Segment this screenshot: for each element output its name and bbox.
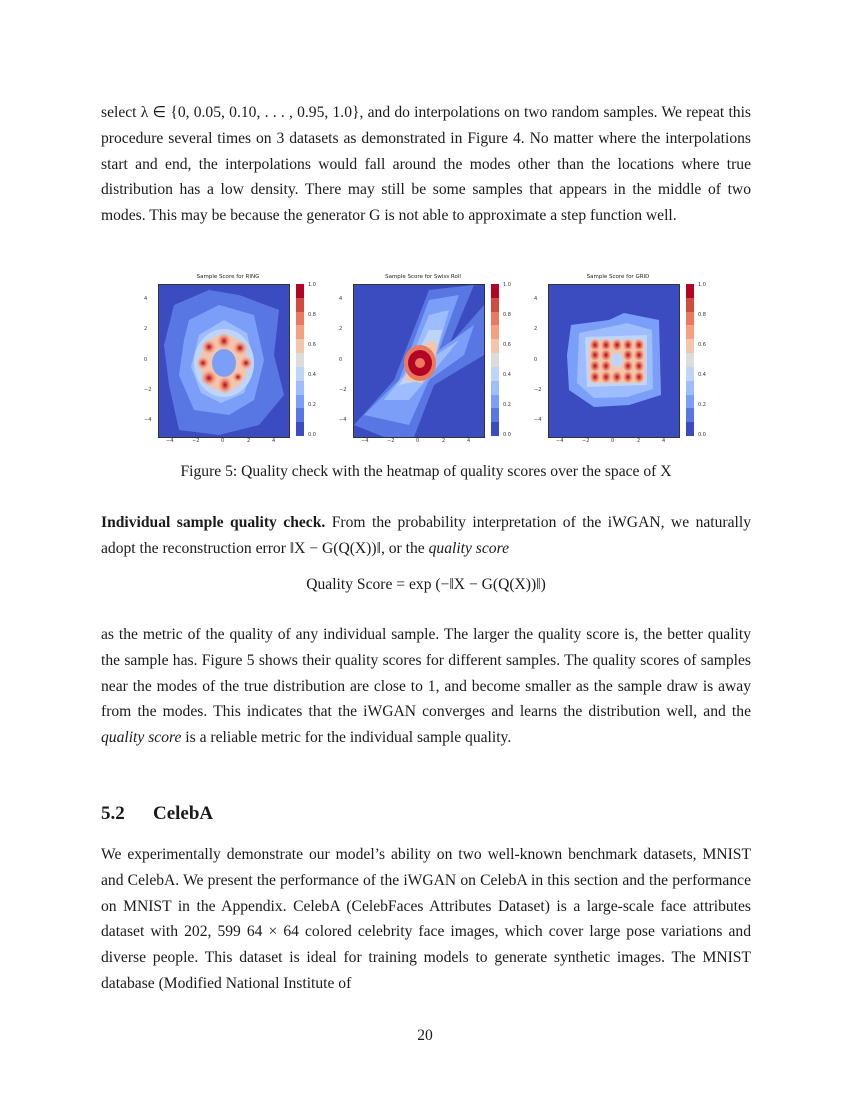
figure-5: [140, 270, 720, 455]
x-tick: −4: [166, 438, 174, 444]
celeba-block: [101, 842, 751, 997]
colorbar-tick: 0.8: [308, 312, 316, 318]
heatmap-plot-area: [548, 284, 680, 438]
x-tick: 0: [611, 438, 615, 444]
y-tick: 4: [534, 296, 538, 302]
x-tick: 4: [272, 438, 276, 444]
figure-caption: Figure 5: Quality check with the heatmap of quality scores over the space of X: [180, 463, 672, 480]
x-tick: −2: [387, 438, 395, 444]
y-tick: −4: [534, 417, 542, 423]
quality-check-block: [101, 510, 751, 608]
section-heading: [101, 803, 213, 825]
colorbar-tick: 0.0: [698, 432, 706, 438]
x-tick: −4: [556, 438, 564, 444]
colorbar-tick: 0.6: [698, 342, 706, 348]
chart-title: Sample Score for GRID: [586, 274, 650, 280]
x-tick: 2: [442, 438, 446, 444]
y-tick: 2: [144, 326, 148, 332]
y-tick: −2: [144, 387, 152, 393]
section-title: CelebA: [153, 803, 214, 824]
colorbar-tick: 1.0: [503, 282, 511, 288]
colorbar-tick: 0.6: [503, 342, 511, 348]
paragraph-heading: Individual sample quality check.: [101, 514, 326, 531]
heatmap-ring: [140, 270, 330, 455]
x-tick: 4: [662, 438, 666, 444]
quality-check-paragraph: [101, 510, 751, 562]
colorbar-tick: 0.8: [698, 312, 706, 318]
x-tick: −4: [361, 438, 369, 444]
y-tick: 0: [534, 357, 538, 363]
y-tick: −4: [339, 417, 347, 423]
emphasis-text: quality score: [428, 539, 509, 557]
x-tick: 2: [247, 438, 251, 444]
chart-title: Sample Score for Swiss Roll: [385, 274, 461, 280]
y-tick: −4: [144, 417, 152, 423]
colorbar-tick: 0.6: [308, 342, 316, 348]
y-tick: 0: [144, 357, 148, 363]
colorbar-tick: 0.4: [503, 372, 511, 378]
intro-paragraph-block: [101, 100, 751, 229]
quality-score-equation: Quality Score = exp (−‖X − G(Q(X))‖): [306, 575, 546, 593]
colorbar-tick: 0.2: [698, 402, 706, 408]
paragraph-text: From the probability interpretation of the iWGAN, we naturally adopt the reconstruction error ‖X − G(Q(X))‖, or the: [101, 514, 751, 557]
colorbar-tick: 1.0: [698, 282, 706, 288]
colorbar: [491, 284, 499, 436]
colorbar: [686, 284, 694, 436]
section-number: 5.2: [101, 803, 125, 824]
heatmap-grid: [530, 270, 720, 455]
y-tick: −2: [534, 387, 542, 393]
celeba-paragraph: We experimentally demonstrate our model’s ability on two well-known benchmark datasets, MNIST and CelebA. We present the performance of the iWGAN on CelebA in this section and the performance on MNIST in the Appendix. CelebA (CelebFaces Attributes Dataset) is a large-scale face attributes dataset with 202, 599 64 × 64 colored celebrity face images, which cover large pose variations and diverse people. This dataset is ideal for training models to generate synthetic images. The MNIST database (Modified National Institute of: [101, 846, 751, 992]
x-tick: 0: [221, 438, 225, 444]
colorbar-tick: 0.2: [308, 402, 316, 408]
heatmap-plot-area: [353, 284, 485, 438]
colorbar-tick: 0.4: [698, 372, 706, 378]
metric-block: [101, 622, 751, 751]
emphasis-text: quality score: [101, 729, 182, 747]
paragraph-text: is a reliable metric for the individual sample quality.: [181, 729, 512, 747]
y-tick: 2: [534, 326, 538, 332]
y-tick: 0: [339, 357, 343, 363]
paragraph-text: as the metric of the quality of any individual sample. The larger the quality score is, the better quality the sample has. Figure 5 shows their quality scores for different samples. The quality scores of samples near the modes of the true distribution are close to 1, and become smaller as the sample draw is away from the modes. This indicates that the iWGAN converges and learns the distribution well, and the: [101, 626, 751, 721]
colorbar-tick: 0.2: [503, 402, 511, 408]
chart-title: Sample Score for RING: [196, 274, 260, 280]
colorbar: [296, 284, 304, 436]
heatmap-plot-area: [158, 284, 290, 438]
colorbar-tick: 0.0: [503, 432, 511, 438]
x-tick: −2: [192, 438, 200, 444]
x-tick: 0: [416, 438, 420, 444]
y-tick: 2: [339, 326, 343, 332]
x-tick: 2: [637, 438, 641, 444]
x-tick: 4: [467, 438, 471, 444]
y-tick: 4: [144, 296, 148, 302]
heatmap-swiss-roll: [335, 270, 525, 455]
colorbar-tick: 0.0: [308, 432, 316, 438]
colorbar-tick: 1.0: [308, 282, 316, 288]
y-tick: 4: [339, 296, 343, 302]
y-tick: −2: [339, 387, 347, 393]
x-tick: −2: [582, 438, 590, 444]
page-number: 20: [417, 1027, 433, 1044]
intro-paragraph: select λ ∈ {0, 0.05, 0.10, . . . , 0.95, 1.0}, and do interpolations on two random samples. We repeat this procedure several times on 3 datasets as demonstrated in Figure 4. No matter where the interpolations start and end, the interpolations would fall around the modes other than the locations where true distribution has a low density. There may still be some samples that appears in the middle of two modes. This may be because the generator G is not able to approximate a step function well.: [101, 104, 751, 225]
colorbar-tick: 0.8: [503, 312, 511, 318]
metric-paragraph: [101, 622, 751, 751]
colorbar-tick: 0.4: [308, 372, 316, 378]
